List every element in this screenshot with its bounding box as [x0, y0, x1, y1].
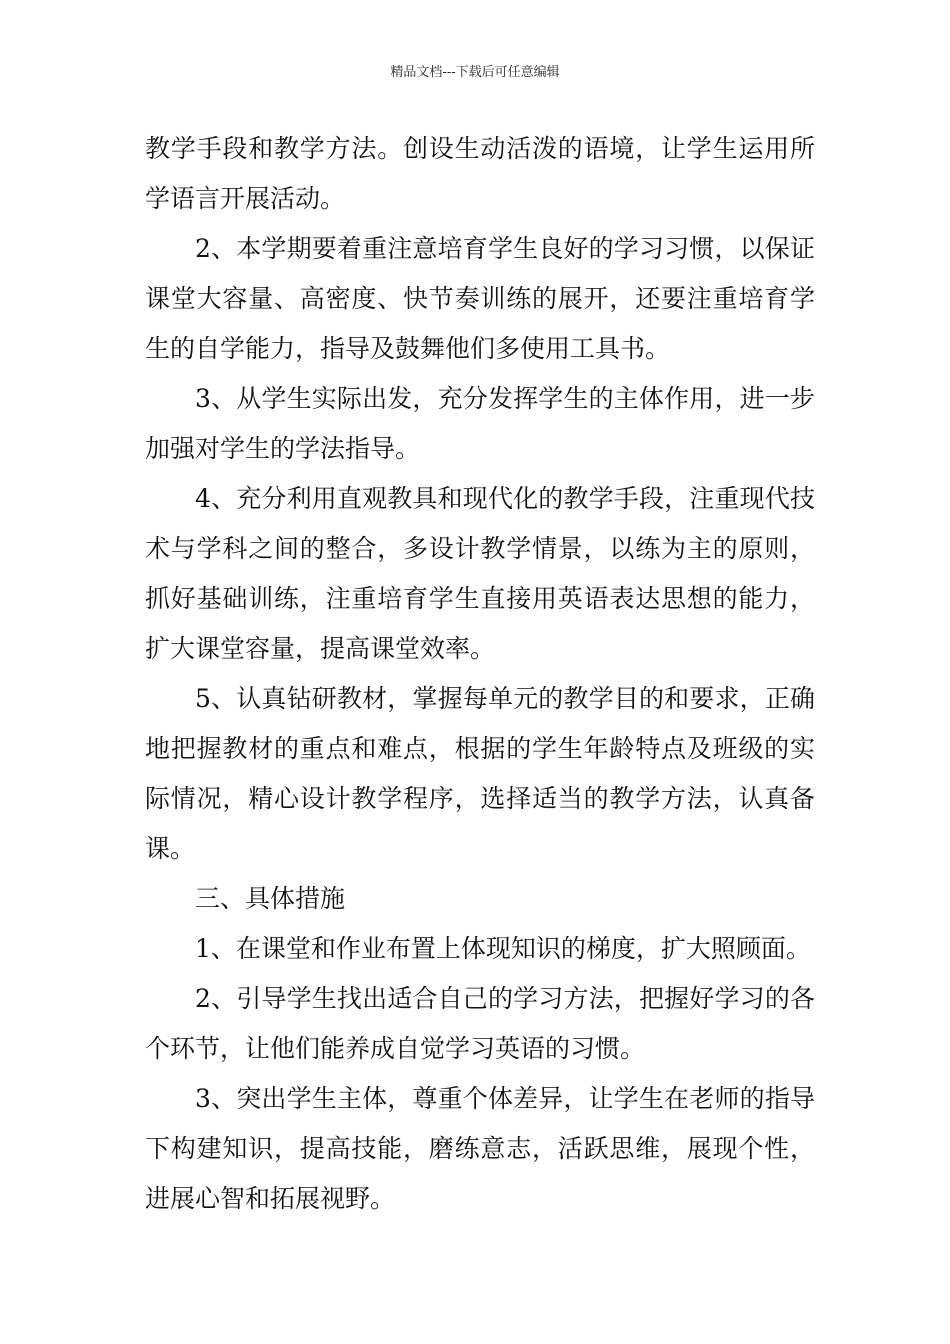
measure-item-1: 1、在课堂和作业布置上体现知识的梯度，扩大照顾面。 — [195, 934, 811, 963]
paragraph-item-3: 3、从学生实际出发，充分发挥学生的主体作用，进一步加强对学生的学法指导。 — [145, 384, 815, 463]
paragraph-item-5: 5、认真钻研教材，掌握每单元的教学目的和要求，正确地把握教材的重点和难点，根据的学生年龄特点及班级的实际情况，精心设计教学程序，选择适当的教学方法，认真备课。 — [145, 684, 815, 863]
paragraph-item-2: 2、本学期要着重注意培育学生良好的学习习惯，以保证课堂大容量、高密度、快节奏训练的展开，还要注重培育学生的自学能力，指导及鼓舞他们多使用工具书。 — [145, 234, 815, 363]
document-body — [145, 124, 815, 1224]
measure-item-3: 3、突出学生主体，尊重个体差异，让学生在老师的指导下构建知识，提高技能，磨练意志，活跃思维，展现个性，进展心智和拓展视野。 — [145, 1084, 815, 1213]
paragraph-item-4: 4、充分利用直观教具和现代化的教学手段，注重现代技术与学科之间的整合，多设计教学情景，以练为主的原则，抓好基础训练，注重培育学生直接用英语表达思想的能力，扩大课堂容量，提高课堂效率。 — [145, 484, 815, 663]
paragraph-continuation: 教学手段和教学方法。创设生动活泼的语境，让学生运用所学语言开展活动。 — [145, 134, 815, 213]
measure-item-2: 2、引导学生找出适合自己的学习方法，把握好学习的各个环节，让他们能养成自觉学习英语的习惯。 — [145, 984, 815, 1063]
section-heading-measures: 三、具体措施 — [195, 884, 346, 913]
page-header: 精品文档---下载后可任意编辑 — [390, 65, 560, 80]
